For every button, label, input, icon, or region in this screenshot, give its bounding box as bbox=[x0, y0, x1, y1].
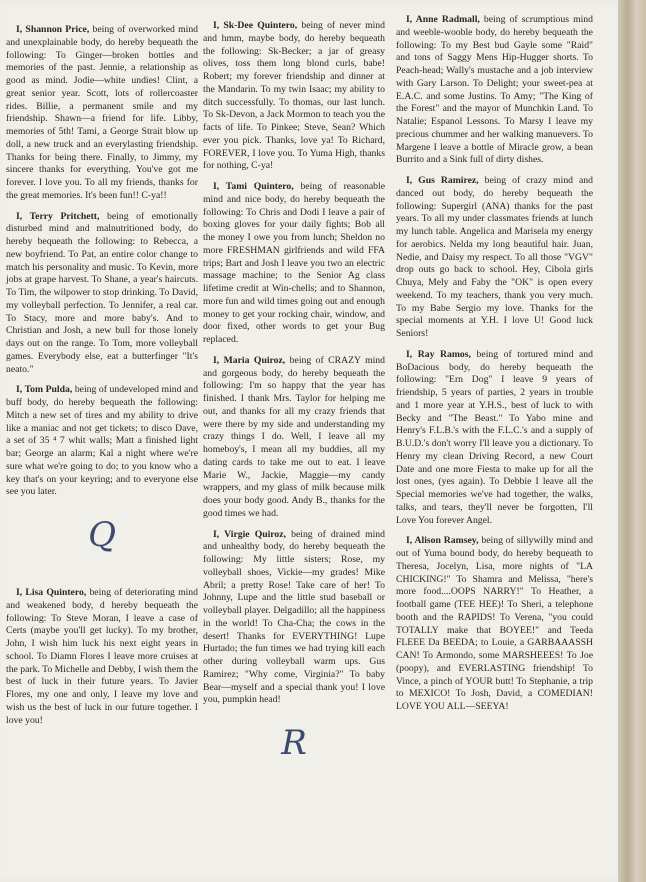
entry-text: being of emotionally disturbed mind and malnutritioned body, do hereby bequeath the following: to Rebecca, a new boyfriend. To Pat, an entire color change to match his personality and music. To Kevin, more jobs at grape harvest. To Shane, a year's haircuts. To Tim, the wilpower to stop drinking. To David, my volleyball perfection. To Jennifer, a real car. To Stacy, more and more baby's. And to Christian and Josh, a new bull for those lonely days out on the range. To Tom, more volleyball games. Everybody else, eat a butterfinger "It's neato." bbox=[6, 210, 199, 375]
will-entry bbox=[6, 211, 198, 377]
entry-text: being of tortured mind and BoDacious body, do hereby bequeath the following: "Ern Dog" I leave 9 years of friendship, 5 years of parties, 2 years in trouble and 1 more year at Y.H.S., best of luck to with Becky and "The Beast." To Yabo mine and Henry's F.L.B.'s with the F.L.C.'s and a supply of B.U.D.'s don't worry I'll leave you a dictionary. To Henry my clean Driving Record, a new Court Date and one more Fiesta to make up for all the lost ones, (yes again). To Debbie I leave all the Special memories we've had together, the walks, talks, and tears, they'll never be forgotten, I'll Love You forever Angel. bbox=[396, 348, 593, 526]
will-entry bbox=[203, 529, 385, 708]
will-entry bbox=[6, 24, 198, 203]
section-initial-q: Q bbox=[88, 515, 116, 555]
entry-name: I, Shannon Price, bbox=[16, 24, 90, 35]
entry-text: being of reasonable mind and nice body, do hereby bequeath the following: To Chris and Dodi I leave a pair of boxing gloves for your daily fights; Bob all the money I owe you from lunch; Sheldon no more FRESHMAN girlfriends and wild FFA trips; Bart and Josh I leave you two an electric massage machine; to the Senior Ag class lifetime credit at Win-chells; and to Shannon, more fun and wild times going out and enough money to get your rocking chair, window, and door fixed, other words to get your Bug replaced. bbox=[203, 181, 385, 345]
will-entry bbox=[203, 20, 385, 173]
will-entry bbox=[6, 587, 198, 727]
entry-text: being of sillywilly mind and out of Yuma bound body, do hereby bequeath to Theresa, Jocelyn, Lisa, more nights of "LA CHICKING!" To Shamra and Melissa, "here's more food....OOPS NARRY!" To Heather, a football game (TEE HEE)! To Sheri, a telephone booth and the RAPIDS! To Verena, "you could TOTALLY make that BOYEE!" and Teeda FLEEE Da BEEDA; to Louie, a GARBAAASSH CAN! To Armondo, some MARSHEEES! To Joe (poopy), and EVERLASTING friendship! To Vince, a pinch of YOUR butt! To Stephanie, a trip to MEXICO! To Josh, David, a COMEDIAN! LOVE YOU ALL—SEEYA! bbox=[396, 535, 594, 712]
will-entry bbox=[396, 535, 593, 714]
column-left bbox=[6, 24, 198, 735]
section-initial-r: R bbox=[281, 723, 307, 763]
entry-name: I, Ray Ramos, bbox=[406, 348, 471, 360]
entry-name: I, Tami Quintero, bbox=[213, 181, 294, 192]
entry-text: being of undeveloped mind and buff body, do hereby bequeath the following: Mitch a new set of tires and my ability to drive like a maniac and not get tickets; to disco Dave, a set of 35 ⁴ 7 whit walls; Matt a finished light bar; George an alarm; Kal a night where we're sure what we're going to do; to you know who a key that's on your keyring; and to everyone else see you later. bbox=[6, 384, 198, 498]
will-entry bbox=[396, 349, 593, 528]
entry-text: being of scrumptious mind and weeble-wooble body, do hereby bequeath the following: To my Best bud Gayle some "Raid" and tons of Saggy Mens Hip-Hugger shorts. To Peach-head; Wally's mustache and a job interview with Gary Larson. To Delight; your sweet-pea at E.A.C. and some Justins. To Amy; "The King of the Forest" and the mayor of Munchkin Land. To Natalie; Espanol Lessons. To Marsy I leave my precious chummer and her walking manuevers. To Margene I leave a bottle of Miracle grow, a bean Burrito and a Sink full of dirty dishes. bbox=[396, 14, 593, 166]
entry-text: being of never mind and hmm, maybe body, do hereby bequeath the following: Sk-Becker; a jar of greasy olives, toss them long blond curls, babe! Robert; my forever friendship and dinner at the Mandarin. To my twin Isaac; my ability to ditch successfully. To thomas, our last lunch. To Sk-Devon, a Jack Mormon to teach you the facts of life. To Pinkee; Steve, Sean? Which ever you pick. Thanks, love ya! To Richard, FOREVER, I love you. To Yuma High, thanks for nothing, C-ya! bbox=[203, 20, 385, 172]
will-entry bbox=[396, 175, 593, 341]
entry-name: I, Gus Ramirez, bbox=[406, 175, 479, 186]
entry-text: being of crazy mind and danced out body, do hereby bequeath the following: Supergirl (ANA) thanks for the past years. To all my under classmates friends at lunch my lunch table. Angelica and Marisela my energy for aerobics. Nelda my long beautiful hair. Juan, Nedie, and Daisy my respect. To all those "VGV" drop outs go back to school. Hey, Cibola girls Chuya, Mely and Faby the "OK" is open every weekend. To my teachers, thank you very much. To my Babe Sergio my love. Thanks for the special moments at Y.H. I love U! Good luck Seniors! bbox=[396, 175, 593, 339]
entry-name: I, Terry Pritchett, bbox=[16, 210, 100, 222]
entry-name: I, Virgie Quiroz, bbox=[213, 528, 286, 540]
entry-name: I, Sk-Dee Quintero, bbox=[213, 20, 298, 31]
entry-name: I, Anne Radmall, bbox=[406, 14, 480, 25]
will-entry bbox=[203, 181, 385, 347]
will-entry bbox=[396, 14, 593, 167]
column-middle bbox=[203, 20, 385, 795]
will-entry bbox=[203, 355, 385, 521]
will-entry bbox=[6, 384, 198, 499]
entry-text: being of CRAZY mind and gorgeous body, do hereby bequeath the following: I'm so happy that the year has finished. I thank Mrs. Taylor for helping me out, and thanks for all my crazy friends that were there by my side and understanding my crazy things I do. Well, I leave all my homeboy's, I mean all my buddies, all my dating cards to take me out to eat. I leave Marie W., Jackie, Maggie—my candy wrappers, and my glass of milk because milk does your body good. Andy B., thanks for the good times we had. bbox=[203, 354, 385, 519]
entry-name: I, Lisa Quintero, bbox=[16, 587, 87, 598]
entry-name: I, Alison Ramsey, bbox=[406, 535, 479, 547]
entry-text: being of overworked mind and unexplainable body, do hereby bequeath the following: To Ginger—broken bottles and memories of the past. Jennie, a relationship as good as mind. Jodie—white undies! Clint, a great senior year. Scott, lots of rollercoaster rides. Billie, a permanent smile and my friendship. Shawn—a friend for life. Libby, memories of 5th! Tami, a George Strait blow up doll, a new truck and an everylasting friendship. Thanks for being there. Finally, to Jimmy, my sincere thanks for everything. You've got me forever. I love you. To all my friends, thanks for the great memories. It's been fun!! C-ya!! bbox=[6, 24, 199, 201]
page-binding-edge bbox=[618, 0, 646, 882]
entry-text: being of drained mind and unhealthy body, do hereby bequeath the following: My little sisters; Rose, my volleyball shoes, Vickie—my grades! Mike Abril; a pretty Rose! Take care of her! To Johnny, Lupe and the little stud baseball or volleyball player. Delgadillo; all the happiness in the world! To Cha-Cha; the cows in the desert! Thanks for EVERYTHING! Lupe Hurtado; the fun times we had trying kill each other during volleyball warm ups. Gus Ramirez; "Why come, Virginia?" To baby Bear—myself and a special thank you! I love you, pumpkin head! bbox=[203, 528, 385, 706]
entry-name: I, Maria Quiroz, bbox=[213, 354, 286, 366]
entry-name: I, Tom Pulda, bbox=[16, 384, 73, 396]
column-right bbox=[396, 14, 593, 722]
entry-text: being of deteriorating mind and weakened body, d hereby bequeath the following: To Steve Moran, I leave a case of Certs (maybe you'll get lucky). To my brother, John, I wish him luck his next eight years in school. To Diamn Flores I leave more cruises at the park. To Michelle and Debby, I wish them the best of luck in their future years. To Javier Flores, my one and only, I leave my love and wish us the best of luck in our future together. I love you! bbox=[6, 587, 198, 726]
